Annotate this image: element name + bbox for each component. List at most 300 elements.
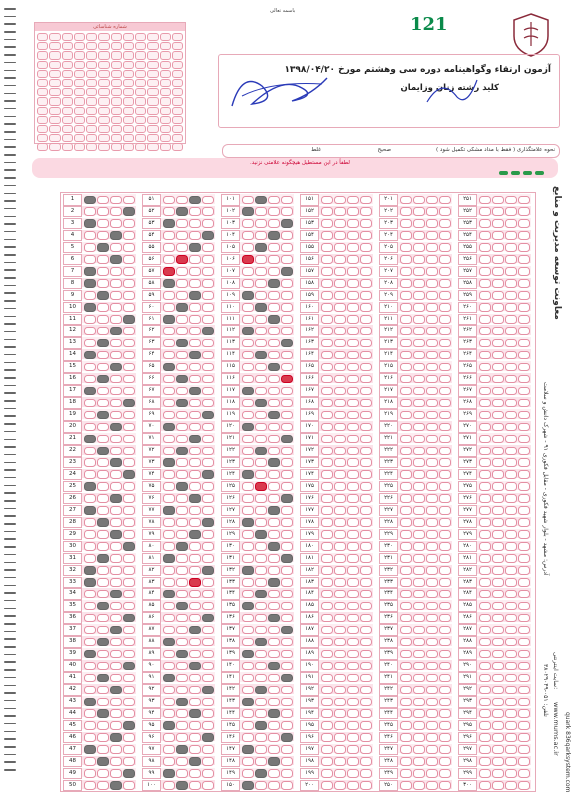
option-bubble[interactable] xyxy=(84,590,96,599)
option-bubble[interactable] xyxy=(84,255,96,264)
option-bubble[interactable] xyxy=(202,590,214,599)
option-bubble[interactable] xyxy=(439,339,451,348)
option-bubble[interactable] xyxy=(84,219,96,228)
option-bubble[interactable] xyxy=(492,303,504,312)
option-bubble[interactable] xyxy=(163,279,175,288)
option-bubble[interactable] xyxy=(84,339,96,348)
option-bubble[interactable] xyxy=(347,399,359,408)
id-bubble[interactable] xyxy=(123,79,134,87)
option-bubble[interactable] xyxy=(347,327,359,336)
option-bubble[interactable] xyxy=(426,709,438,718)
option-bubble[interactable] xyxy=(281,243,293,252)
option-bubble[interactable] xyxy=(321,411,333,420)
option-bubble[interactable] xyxy=(268,351,280,360)
option-bubble[interactable] xyxy=(97,243,109,252)
option-bubble[interactable] xyxy=(110,327,122,336)
option-bubble[interactable] xyxy=(255,231,267,240)
option-bubble[interactable] xyxy=(426,494,438,503)
option-bubble[interactable] xyxy=(492,231,504,240)
option-bubble[interactable] xyxy=(163,530,175,539)
option-bubble[interactable] xyxy=(360,327,372,336)
option-bubble[interactable] xyxy=(347,423,359,432)
option-bubble[interactable] xyxy=(360,255,372,264)
option-bubble[interactable] xyxy=(123,279,135,288)
option-bubble[interactable] xyxy=(255,375,267,384)
option-bubble[interactable] xyxy=(97,399,109,408)
id-bubble[interactable] xyxy=(86,61,97,69)
option-bubble[interactable] xyxy=(505,781,517,790)
option-bubble[interactable] xyxy=(242,435,254,444)
id-bubble[interactable] xyxy=(98,107,109,115)
option-bubble[interactable] xyxy=(255,518,267,527)
option-bubble[interactable] xyxy=(479,207,491,216)
option-bubble[interactable] xyxy=(84,470,96,479)
option-bubble[interactable] xyxy=(518,566,530,575)
option-bubble[interactable] xyxy=(505,590,517,599)
option-bubble[interactable] xyxy=(400,638,412,647)
id-bubble[interactable] xyxy=(172,97,183,105)
id-bubble[interactable] xyxy=(74,107,85,115)
option-bubble[interactable] xyxy=(439,590,451,599)
option-bubble[interactable] xyxy=(426,757,438,766)
option-bubble[interactable] xyxy=(400,375,412,384)
option-bubble[interactable] xyxy=(479,602,491,611)
option-bubble[interactable] xyxy=(518,291,530,300)
option-bubble[interactable] xyxy=(426,614,438,623)
option-bubble[interactable] xyxy=(189,530,201,539)
option-bubble[interactable] xyxy=(268,698,280,707)
option-bubble[interactable] xyxy=(268,542,280,551)
option-bubble[interactable] xyxy=(439,423,451,432)
option-bubble[interactable] xyxy=(479,279,491,288)
option-bubble[interactable] xyxy=(321,363,333,372)
id-bubble[interactable] xyxy=(135,97,146,105)
option-bubble[interactable] xyxy=(242,709,254,718)
option-bubble[interactable] xyxy=(400,219,412,228)
option-bubble[interactable] xyxy=(255,602,267,611)
id-bubble[interactable] xyxy=(172,79,183,87)
option-bubble[interactable] xyxy=(123,267,135,276)
option-bubble[interactable] xyxy=(242,375,254,384)
id-bubble[interactable] xyxy=(160,116,171,124)
option-bubble[interactable] xyxy=(518,745,530,754)
option-bubble[interactable] xyxy=(413,267,425,276)
option-bubble[interactable] xyxy=(268,447,280,456)
option-bubble[interactable] xyxy=(413,650,425,659)
option-bubble[interactable] xyxy=(439,435,451,444)
option-bubble[interactable] xyxy=(413,590,425,599)
option-bubble[interactable] xyxy=(189,745,201,754)
option-bubble[interactable] xyxy=(189,626,201,635)
option-bubble[interactable] xyxy=(400,662,412,671)
option-bubble[interactable] xyxy=(202,769,214,778)
option-bubble[interactable] xyxy=(413,231,425,240)
option-bubble[interactable] xyxy=(479,458,491,467)
option-bubble[interactable] xyxy=(426,590,438,599)
option-bubble[interactable] xyxy=(242,721,254,730)
option-bubble[interactable] xyxy=(321,447,333,456)
id-bubble[interactable] xyxy=(86,42,97,50)
option-bubble[interactable] xyxy=(334,458,346,467)
id-bubble[interactable] xyxy=(135,61,146,69)
option-bubble[interactable] xyxy=(334,447,346,456)
option-bubble[interactable] xyxy=(426,626,438,635)
option-bubble[interactable] xyxy=(189,674,201,683)
option-bubble[interactable] xyxy=(255,626,267,635)
option-bubble[interactable] xyxy=(413,387,425,396)
option-bubble[interactable] xyxy=(400,411,412,420)
id-bubble[interactable] xyxy=(160,51,171,59)
option-bubble[interactable] xyxy=(176,626,188,635)
option-bubble[interactable] xyxy=(505,733,517,742)
option-bubble[interactable] xyxy=(176,231,188,240)
option-bubble[interactable] xyxy=(176,351,188,360)
option-bubble[interactable] xyxy=(426,363,438,372)
id-bubble[interactable] xyxy=(74,33,85,41)
option-bubble[interactable] xyxy=(360,375,372,384)
option-bubble[interactable] xyxy=(426,447,438,456)
option-bubble[interactable] xyxy=(97,339,109,348)
option-bubble[interactable] xyxy=(110,662,122,671)
option-bubble[interactable] xyxy=(347,578,359,587)
option-bubble[interactable] xyxy=(255,267,267,276)
option-bubble[interactable] xyxy=(334,315,346,324)
option-bubble[interactable] xyxy=(176,375,188,384)
id-bubble[interactable] xyxy=(62,61,73,69)
option-bubble[interactable] xyxy=(347,674,359,683)
option-bubble[interactable] xyxy=(242,196,254,205)
option-bubble[interactable] xyxy=(110,351,122,360)
option-bubble[interactable] xyxy=(479,494,491,503)
option-bubble[interactable] xyxy=(400,351,412,360)
option-bubble[interactable] xyxy=(268,662,280,671)
option-bubble[interactable] xyxy=(492,327,504,336)
option-bubble[interactable] xyxy=(479,542,491,551)
option-bubble[interactable] xyxy=(281,745,293,754)
option-bubble[interactable] xyxy=(479,590,491,599)
option-bubble[interactable] xyxy=(281,339,293,348)
id-bubble[interactable] xyxy=(172,70,183,78)
option-bubble[interactable] xyxy=(360,458,372,467)
option-bubble[interactable] xyxy=(268,279,280,288)
option-bubble[interactable] xyxy=(189,769,201,778)
option-bubble[interactable] xyxy=(281,733,293,742)
option-bubble[interactable] xyxy=(281,327,293,336)
option-bubble[interactable] xyxy=(439,231,451,240)
option-bubble[interactable] xyxy=(426,662,438,671)
option-bubble[interactable] xyxy=(321,351,333,360)
option-bubble[interactable] xyxy=(97,781,109,790)
option-bubble[interactable] xyxy=(360,243,372,252)
option-bubble[interactable] xyxy=(400,530,412,539)
option-bubble[interactable] xyxy=(518,387,530,396)
option-bubble[interactable] xyxy=(268,530,280,539)
option-bubble[interactable] xyxy=(123,411,135,420)
option-bubble[interactable] xyxy=(123,650,135,659)
option-bubble[interactable] xyxy=(400,590,412,599)
option-bubble[interactable] xyxy=(321,686,333,695)
option-bubble[interactable] xyxy=(400,566,412,575)
option-bubble[interactable] xyxy=(505,698,517,707)
option-bubble[interactable] xyxy=(242,781,254,790)
option-bubble[interactable] xyxy=(360,686,372,695)
option-bubble[interactable] xyxy=(189,447,201,456)
option-bubble[interactable] xyxy=(347,255,359,264)
option-bubble[interactable] xyxy=(189,399,201,408)
option-bubble[interactable] xyxy=(84,578,96,587)
option-bubble[interactable] xyxy=(492,375,504,384)
option-bubble[interactable] xyxy=(110,231,122,240)
option-bubble[interactable] xyxy=(97,530,109,539)
option-bubble[interactable] xyxy=(360,387,372,396)
option-bubble[interactable] xyxy=(123,733,135,742)
option-bubble[interactable] xyxy=(281,231,293,240)
option-bubble[interactable] xyxy=(189,470,201,479)
option-bubble[interactable] xyxy=(176,554,188,563)
option-bubble[interactable] xyxy=(400,470,412,479)
option-bubble[interactable] xyxy=(400,315,412,324)
option-bubble[interactable] xyxy=(439,614,451,623)
option-bubble[interactable] xyxy=(505,327,517,336)
option-bubble[interactable] xyxy=(479,435,491,444)
option-bubble[interactable] xyxy=(281,315,293,324)
id-bubble[interactable] xyxy=(160,61,171,69)
option-bubble[interactable] xyxy=(189,279,201,288)
option-bubble[interactable] xyxy=(413,255,425,264)
option-bubble[interactable] xyxy=(492,686,504,695)
id-bubble[interactable] xyxy=(111,116,122,124)
option-bubble[interactable] xyxy=(84,399,96,408)
option-bubble[interactable] xyxy=(518,255,530,264)
option-bubble[interactable] xyxy=(439,303,451,312)
option-bubble[interactable] xyxy=(360,733,372,742)
option-bubble[interactable] xyxy=(413,279,425,288)
option-bubble[interactable] xyxy=(492,447,504,456)
option-bubble[interactable] xyxy=(479,470,491,479)
option-bubble[interactable] xyxy=(426,423,438,432)
option-bubble[interactable] xyxy=(110,196,122,205)
option-bubble[interactable] xyxy=(110,709,122,718)
id-bubble[interactable] xyxy=(147,107,158,115)
option-bubble[interactable] xyxy=(400,207,412,216)
option-bubble[interactable] xyxy=(492,578,504,587)
option-bubble[interactable] xyxy=(110,207,122,216)
option-bubble[interactable] xyxy=(479,231,491,240)
option-bubble[interactable] xyxy=(426,303,438,312)
option-bubble[interactable] xyxy=(400,733,412,742)
option-bubble[interactable] xyxy=(321,375,333,384)
option-bubble[interactable] xyxy=(84,769,96,778)
option-bubble[interactable] xyxy=(479,686,491,695)
option-bubble[interactable] xyxy=(84,196,96,205)
option-bubble[interactable] xyxy=(189,219,201,228)
option-bubble[interactable] xyxy=(334,423,346,432)
option-bubble[interactable] xyxy=(479,423,491,432)
option-bubble[interactable] xyxy=(176,303,188,312)
option-bubble[interactable] xyxy=(189,423,201,432)
id-bubble[interactable] xyxy=(160,33,171,41)
id-bubble[interactable] xyxy=(135,116,146,124)
id-bubble[interactable] xyxy=(172,125,183,133)
id-bubble[interactable] xyxy=(123,134,134,142)
option-bubble[interactable] xyxy=(84,709,96,718)
option-bubble[interactable] xyxy=(110,506,122,515)
option-bubble[interactable] xyxy=(413,327,425,336)
option-bubble[interactable] xyxy=(202,267,214,276)
id-bubble[interactable] xyxy=(147,143,158,151)
option-bubble[interactable] xyxy=(255,769,267,778)
option-bubble[interactable] xyxy=(202,291,214,300)
option-bubble[interactable] xyxy=(97,279,109,288)
id-bubble[interactable] xyxy=(123,97,134,105)
option-bubble[interactable] xyxy=(321,733,333,742)
option-bubble[interactable] xyxy=(479,530,491,539)
id-bubble[interactable] xyxy=(160,42,171,50)
option-bubble[interactable] xyxy=(202,781,214,790)
option-bubble[interactable] xyxy=(347,518,359,527)
option-bubble[interactable] xyxy=(400,602,412,611)
option-bubble[interactable] xyxy=(505,482,517,491)
id-bubble[interactable] xyxy=(123,51,134,59)
option-bubble[interactable] xyxy=(334,542,346,551)
id-bubble[interactable] xyxy=(86,116,97,124)
option-bubble[interactable] xyxy=(281,387,293,396)
option-bubble[interactable] xyxy=(255,542,267,551)
option-bubble[interactable] xyxy=(123,757,135,766)
option-bubble[interactable] xyxy=(413,602,425,611)
option-bubble[interactable] xyxy=(84,435,96,444)
id-bubble[interactable] xyxy=(37,116,48,124)
option-bubble[interactable] xyxy=(400,709,412,718)
option-bubble[interactable] xyxy=(321,518,333,527)
option-bubble[interactable] xyxy=(360,590,372,599)
option-bubble[interactable] xyxy=(400,291,412,300)
option-bubble[interactable] xyxy=(202,518,214,527)
option-bubble[interactable] xyxy=(176,602,188,611)
option-bubble[interactable] xyxy=(360,447,372,456)
option-bubble[interactable] xyxy=(268,590,280,599)
option-bubble[interactable] xyxy=(123,662,135,671)
option-bubble[interactable] xyxy=(505,255,517,264)
option-bubble[interactable] xyxy=(479,506,491,515)
id-bubble[interactable] xyxy=(98,143,109,151)
option-bubble[interactable] xyxy=(479,757,491,766)
option-bubble[interactable] xyxy=(518,554,530,563)
option-bubble[interactable] xyxy=(84,494,96,503)
option-bubble[interactable] xyxy=(97,602,109,611)
option-bubble[interactable] xyxy=(426,351,438,360)
option-bubble[interactable] xyxy=(255,351,267,360)
option-bubble[interactable] xyxy=(255,709,267,718)
option-bubble[interactable] xyxy=(505,207,517,216)
option-bubble[interactable] xyxy=(255,207,267,216)
option-bubble[interactable] xyxy=(347,494,359,503)
option-bubble[interactable] xyxy=(479,721,491,730)
option-bubble[interactable] xyxy=(347,614,359,623)
option-bubble[interactable] xyxy=(176,423,188,432)
option-bubble[interactable] xyxy=(505,363,517,372)
option-bubble[interactable] xyxy=(176,207,188,216)
option-bubble[interactable] xyxy=(400,781,412,790)
option-bubble[interactable] xyxy=(281,518,293,527)
option-bubble[interactable] xyxy=(202,423,214,432)
option-bubble[interactable] xyxy=(163,757,175,766)
option-bubble[interactable] xyxy=(110,219,122,228)
id-bubble[interactable] xyxy=(123,70,134,78)
option-bubble[interactable] xyxy=(360,698,372,707)
id-bubble[interactable] xyxy=(62,134,73,142)
option-bubble[interactable] xyxy=(97,566,109,575)
option-bubble[interactable] xyxy=(255,411,267,420)
option-bubble[interactable] xyxy=(202,506,214,515)
option-bubble[interactable] xyxy=(281,578,293,587)
option-bubble[interactable] xyxy=(123,423,135,432)
option-bubble[interactable] xyxy=(189,255,201,264)
option-bubble[interactable] xyxy=(189,757,201,766)
id-bubble[interactable] xyxy=(37,79,48,87)
option-bubble[interactable] xyxy=(413,781,425,790)
option-bubble[interactable] xyxy=(439,267,451,276)
id-bubble[interactable] xyxy=(160,134,171,142)
id-bubble[interactable] xyxy=(86,143,97,151)
option-bubble[interactable] xyxy=(505,638,517,647)
option-bubble[interactable] xyxy=(97,542,109,551)
option-bubble[interactable] xyxy=(281,614,293,623)
option-bubble[interactable] xyxy=(255,578,267,587)
option-bubble[interactable] xyxy=(189,411,201,420)
option-bubble[interactable] xyxy=(123,602,135,611)
option-bubble[interactable] xyxy=(439,458,451,467)
id-bubble[interactable] xyxy=(147,33,158,41)
option-bubble[interactable] xyxy=(176,674,188,683)
option-bubble[interactable] xyxy=(505,351,517,360)
option-bubble[interactable] xyxy=(479,554,491,563)
option-bubble[interactable] xyxy=(479,733,491,742)
option-bubble[interactable] xyxy=(163,363,175,372)
option-bubble[interactable] xyxy=(518,494,530,503)
option-bubble[interactable] xyxy=(176,315,188,324)
option-bubble[interactable] xyxy=(163,590,175,599)
option-bubble[interactable] xyxy=(439,686,451,695)
option-bubble[interactable] xyxy=(321,458,333,467)
option-bubble[interactable] xyxy=(163,554,175,563)
option-bubble[interactable] xyxy=(518,590,530,599)
option-bubble[interactable] xyxy=(163,387,175,396)
id-bubble[interactable] xyxy=(74,125,85,133)
option-bubble[interactable] xyxy=(202,243,214,252)
option-bubble[interactable] xyxy=(189,602,201,611)
option-bubble[interactable] xyxy=(492,363,504,372)
option-bubble[interactable] xyxy=(281,674,293,683)
option-bubble[interactable] xyxy=(426,769,438,778)
option-bubble[interactable] xyxy=(202,566,214,575)
id-bubble[interactable] xyxy=(172,88,183,96)
option-bubble[interactable] xyxy=(492,482,504,491)
option-bubble[interactable] xyxy=(347,267,359,276)
option-bubble[interactable] xyxy=(400,554,412,563)
option-bubble[interactable] xyxy=(84,674,96,683)
option-bubble[interactable] xyxy=(242,219,254,228)
option-bubble[interactable] xyxy=(360,435,372,444)
option-bubble[interactable] xyxy=(176,745,188,754)
option-bubble[interactable] xyxy=(360,339,372,348)
option-bubble[interactable] xyxy=(268,207,280,216)
option-bubble[interactable] xyxy=(479,399,491,408)
option-bubble[interactable] xyxy=(347,351,359,360)
option-bubble[interactable] xyxy=(84,626,96,635)
option-bubble[interactable] xyxy=(242,757,254,766)
option-bubble[interactable] xyxy=(163,626,175,635)
